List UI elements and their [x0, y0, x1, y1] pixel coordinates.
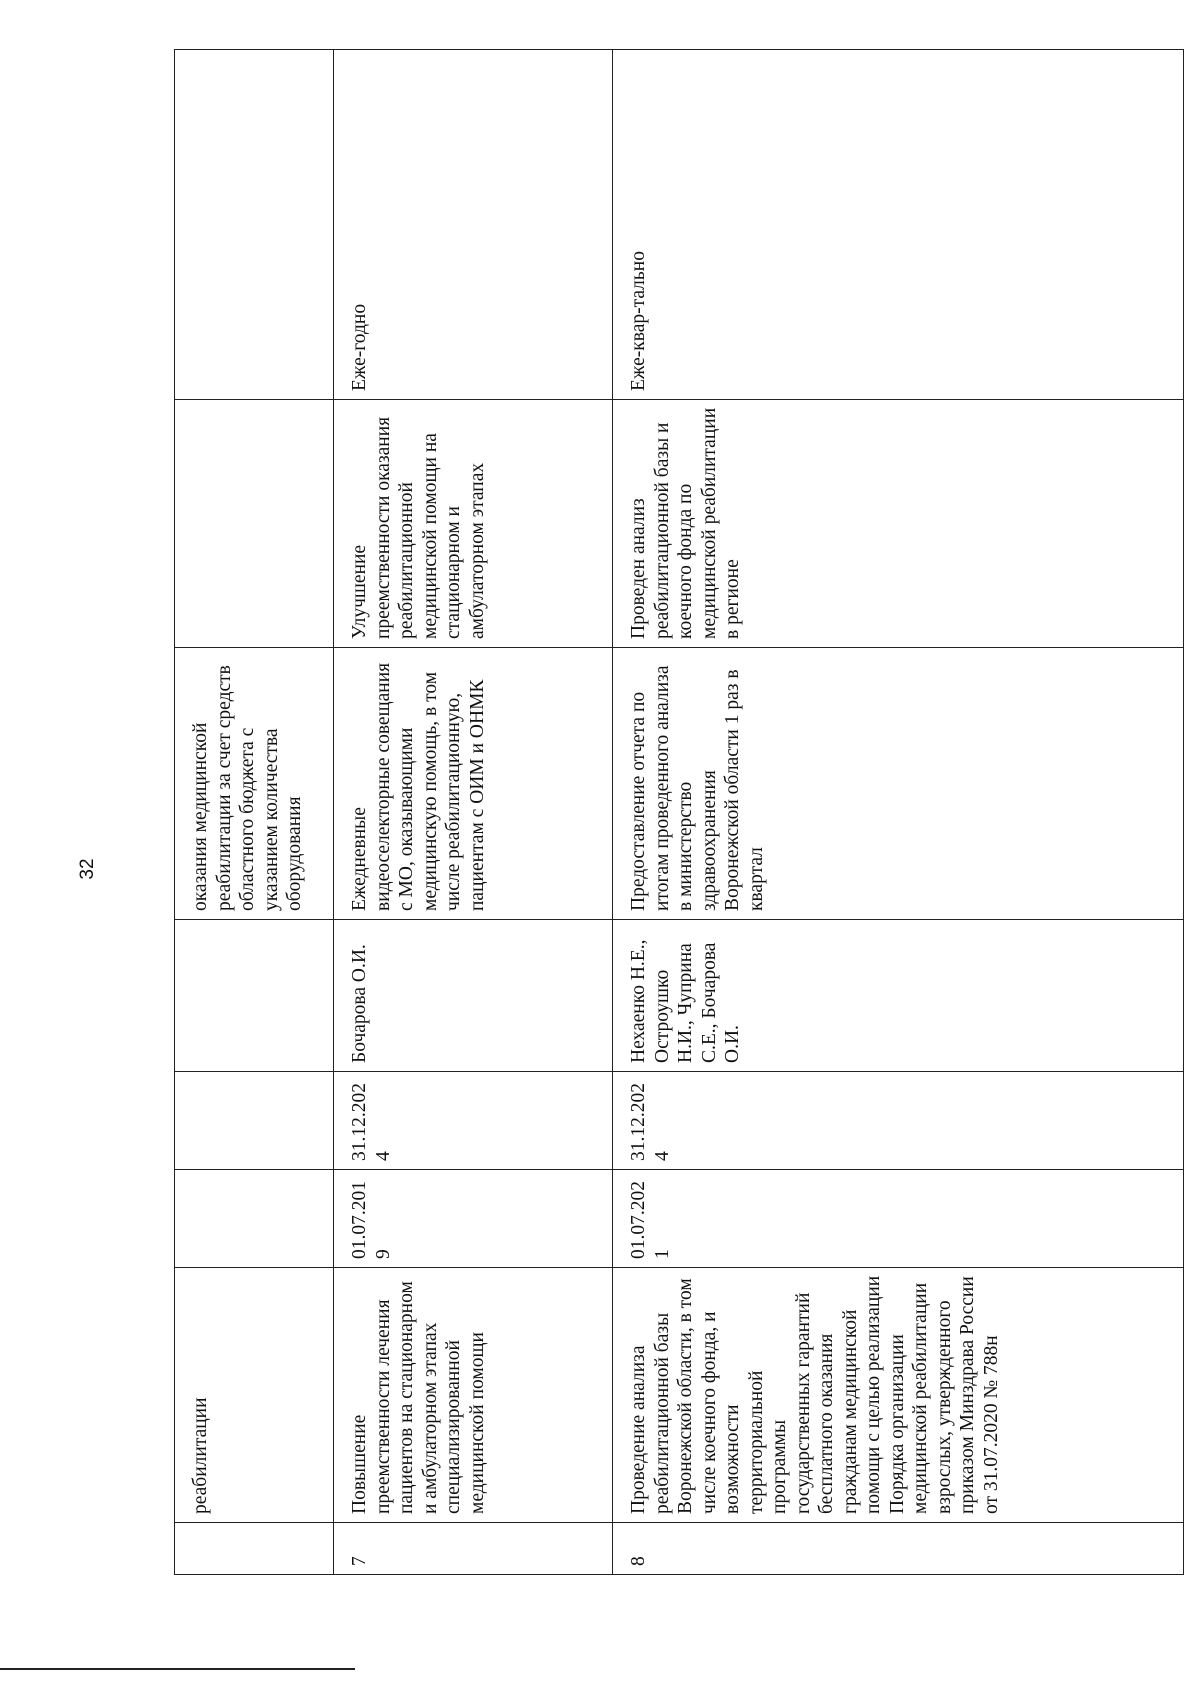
cell-measure: реабилитации — [175, 1268, 334, 1523]
cell-measure: Проведение анализа реабилитационной базы Воронежской области, в том числе коечного фонда, и возможности территориальной программы государственных гарантий бесплатного оказания гражданам медицинской помощи с целью реализации Порядка организации медицинской реабилитации взрослых, утвержденного приказом Минздрава России от 31.07.2020 № 788н — [613, 1268, 1184, 1523]
cell-result: Проведен анализ реабилитационной базы и коечного фонда по медицинской реабилитации в регионе — [613, 400, 1184, 648]
cell-control: Предоставление отчета по итогам проведенного анализа в министерство здравоохранения Воронежской области 1 раз в квартал — [613, 648, 1184, 920]
cell-num: 7 — [334, 1523, 613, 1575]
cell-responsible — [175, 920, 334, 1072]
footer-rule — [0, 1668, 355, 1670]
cell-start-date: 01.07.2019 — [334, 1170, 613, 1268]
cell-result — [175, 400, 334, 648]
cell-control: Ежедневные видеоселекторные совещания с МО, оказывающими медицинскую помощь, в том числе реабилитационную, пациентам с ОИМ и ОНМК — [334, 648, 613, 920]
measures-table — [174, 49, 1184, 1575]
table-row — [175, 50, 334, 1575]
rotated-table-container — [174, 50, 1184, 1575]
cell-period: Еже-годно — [334, 50, 613, 400]
cell-end-date: 31.12.2024 — [334, 1072, 613, 1170]
cell-responsible: Нехаенко Н.Е., Остроушко Н.И., Чуприна С.Е., Бочарова О.И. — [613, 920, 1184, 1072]
cell-result: Улучшение преемственности оказания реабилитационной медицинской помощи на стационарном и амбулаторном этапах — [334, 400, 613, 648]
cell-start-date: 01.07.2021 — [613, 1170, 1184, 1268]
cell-start-date — [175, 1170, 334, 1268]
table-row — [613, 50, 1184, 1575]
cell-num — [175, 1523, 334, 1575]
table-row — [334, 50, 613, 1575]
cell-control: оказания медицинской реабилитации за счет средств областного бюджета с указанием количества оборудования — [175, 648, 334, 920]
cell-measure: Повышение преемственности лечения пациентов на стационарном и амбулаторном этапах специализированной медицинской помощи — [334, 1268, 613, 1523]
cell-period: Еже-квар-тально — [613, 50, 1184, 400]
cell-period — [175, 50, 334, 400]
cell-num: 8 — [613, 1523, 1184, 1575]
cell-end-date: 31.12.2024 — [613, 1072, 1184, 1170]
page-number: 32 — [77, 858, 98, 880]
cell-responsible: Бочарова О.И. — [334, 920, 613, 1072]
cell-end-date — [175, 1072, 334, 1170]
